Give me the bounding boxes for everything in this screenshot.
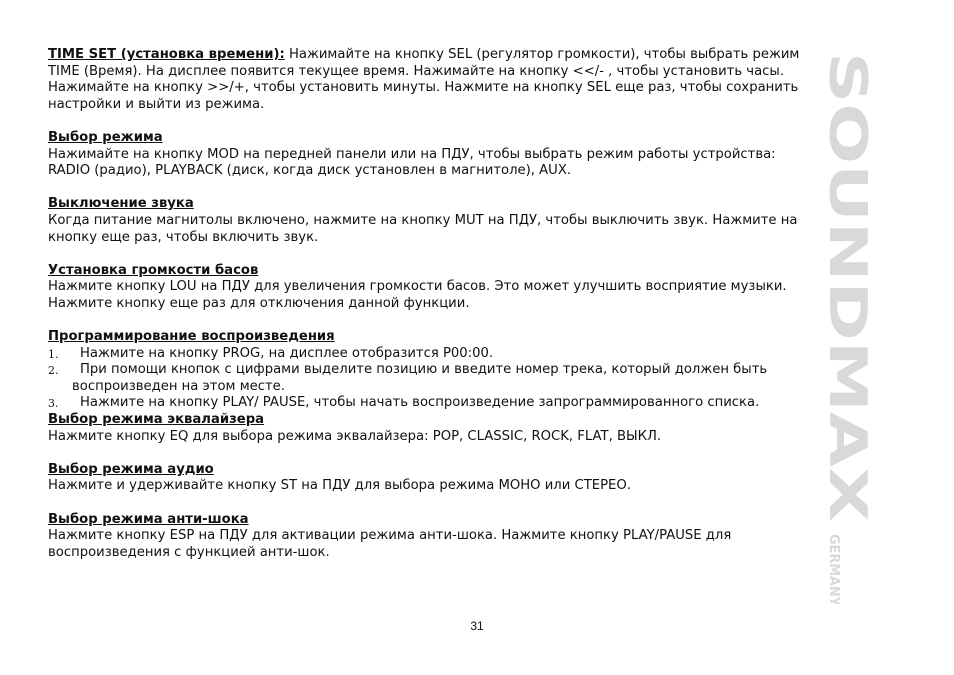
list-item	[48, 346, 808, 363]
section-program	[48, 329, 808, 412]
bass-heading: Установка громкости басов	[48, 262, 259, 278]
audio-text: Нажмите и удерживайте кнопку ST на ПДУ для выбора режима МОНО или СТЕРЕО.	[48, 478, 631, 494]
logo-subtitle: GERMANY	[826, 534, 841, 604]
section-mute	[48, 196, 808, 246]
list-item	[48, 395, 808, 412]
time-set-text: Нажимайте на кнопку SEL (регулятор громкости), чтобы выбрать режим TIME (Время). На дисплее появится текущее время. Нажимайте на кнопку <</- , чтобы установить часы. Нажимайте на кнопку >>/+, чтобы установить минуты. Нажмите на кнопку SEL еще раз, чтобы сохранить настройки и выйти из режима.	[48, 47, 800, 112]
list-item-text: При помощи кнопок с цифрами выделите позицию и введите номер трека, который должен быть	[80, 362, 768, 378]
list-item-number: 3.	[48, 397, 59, 411]
section-mode	[48, 130, 808, 180]
eq-text: Нажмите кнопку EQ для выбора режима эквалайзера: POP, CLASSIC, ROCK, FLAT, ВЫКЛ.	[48, 428, 662, 444]
section-antishock	[48, 512, 808, 562]
audio-heading: Выбор режима аудио	[48, 461, 214, 477]
list-item-text: Нажмите на кнопку PLAY/ PAUSE, чтобы начать воспроизведение запрограммированного списка.	[80, 395, 760, 411]
list-item-number: 1.	[48, 347, 59, 361]
time-set-heading-colon: :	[279, 47, 285, 62]
section-eq	[48, 412, 808, 445]
antishock-heading: Выбор режима анти-шока	[48, 511, 249, 527]
section-bass	[48, 263, 808, 313]
mode-heading: Выбор режима	[48, 129, 163, 145]
time-set-heading: TIME SET (установка времени)	[48, 47, 280, 62]
list-item-number: 2.	[48, 364, 59, 378]
mute-text: Когда питание магнитолы включено, нажмите на кнопку MUT на ПДУ, чтобы выключить звук. Нажмите на кнопку еще раз, чтобы включить звук.	[48, 212, 798, 245]
list-item-continuation: воспроизведен на этом месте.	[72, 378, 285, 394]
eq-heading: Выбор режима эквалайзера	[48, 412, 265, 428]
soundmax-logo	[822, 44, 882, 604]
list-item-text: Нажмите на кнопку PROG, на дисплее отобразится P00:00.	[80, 345, 494, 361]
list-item	[48, 362, 808, 395]
page-number: 31	[470, 619, 484, 633]
logo-wordmark: SOUNDMAX	[822, 52, 877, 395]
program-steps-list	[48, 346, 808, 412]
mute-heading: Выключение звука	[48, 196, 194, 212]
mode-text: Нажимайте на кнопку MOD на передней панели или на ПДУ, чтобы выбрать режим работы устройства: RADIO (радио), PLAYBACK (диск, когда диск установлен в магнитоле), AUX.	[48, 146, 776, 179]
manual-page-content	[48, 47, 808, 561]
section-audio	[48, 462, 808, 495]
time-set-paragraph	[48, 47, 808, 113]
section-time-set	[48, 47, 808, 113]
bass-text: Нажмите кнопку LOU на ПДУ для увеличения громкости басов. Это может улучшить восприятие музыки. Нажмите кнопку еще раз для отключения данной функции.	[48, 279, 787, 311]
program-heading: Программирование воспроизведения	[48, 329, 335, 345]
antishock-text: Нажмите кнопку ESP на ПДУ для активации режима анти-шока. Нажмите кнопку PLAY/PAUSE для воспроизведения с функцией анти-шок.	[48, 528, 732, 560]
